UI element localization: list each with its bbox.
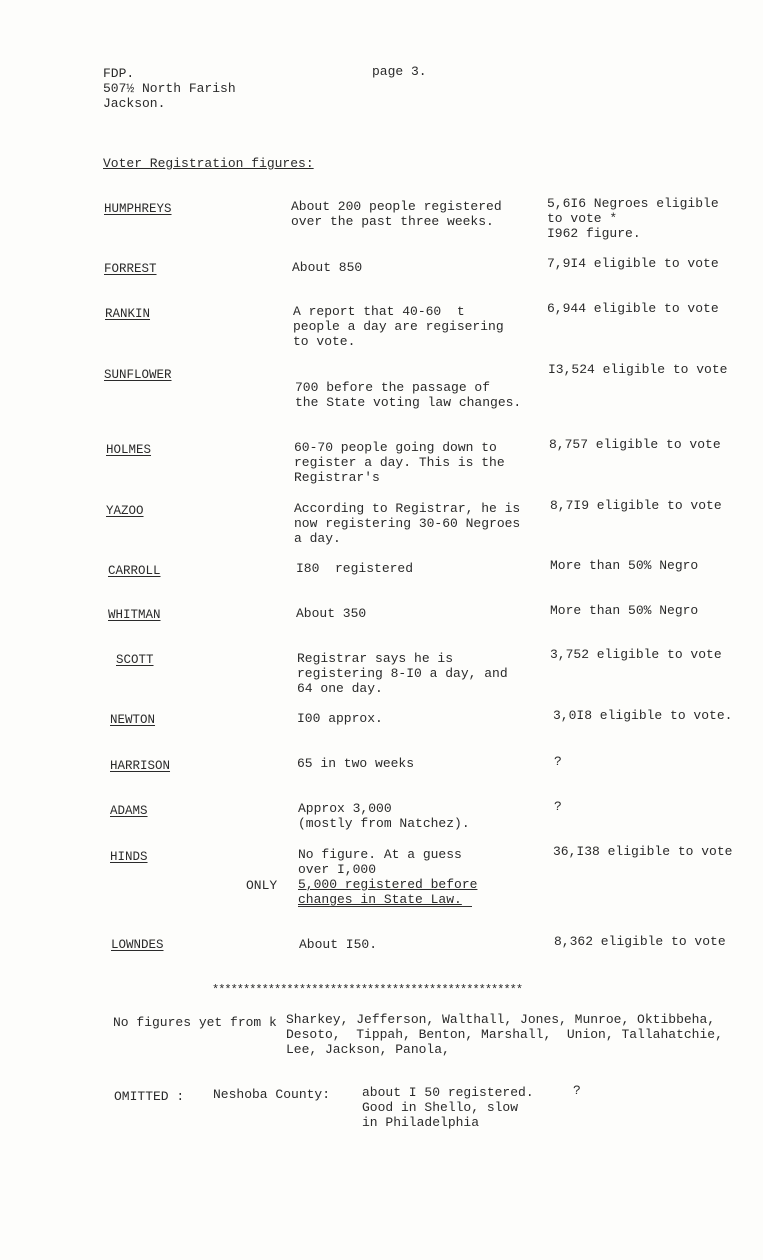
county-report: I00 approx.: [297, 711, 383, 726]
only-label: ONLY: [246, 878, 278, 893]
county-name: HOLMES: [106, 443, 152, 457]
omitted-label: OMITTED :: [114, 1089, 185, 1104]
county-eligible: 36,I38 eligible to vote: [553, 844, 733, 859]
county-name: LOWNDES: [111, 938, 164, 952]
omitted-eligible: ?: [573, 1083, 581, 1098]
county-name: HUMPHREYS: [104, 202, 172, 216]
omitted-report: about I 50 registered. Good in Shello, slow in Philadelphia: [362, 1085, 534, 1130]
page-number: page 3.: [372, 64, 427, 79]
hinds-registered-before: 5,000 registered before changes in State Law.: [298, 877, 478, 907]
county-eligible: 8,7I9 eligible to vote: [550, 498, 722, 513]
address-line-2: Jackson.: [103, 96, 166, 111]
county-name: HINDS: [110, 850, 148, 864]
hinds-rule: [298, 906, 472, 907]
county-report: About 350: [296, 606, 367, 621]
county-eligible: 8,362 eligible to vote: [554, 934, 726, 949]
address-line-1: 507½ North Farish: [103, 81, 236, 96]
county-report: About 850: [292, 260, 363, 275]
county-eligible: ?: [554, 799, 562, 814]
county-eligible: 7,9I4 eligible to vote: [547, 256, 719, 271]
county-name: CARROLL: [108, 564, 161, 578]
county-report: No figure. At a guess over I,000: [298, 847, 462, 877]
omitted-county: Neshoba County:: [213, 1087, 331, 1102]
county-eligible: 6,944 eligible to vote: [547, 301, 719, 316]
county-name: FORREST: [104, 262, 157, 276]
county-eligible: 5,6I6 Negroes eligible to vote * I962 figure.: [547, 196, 719, 241]
county-eligible: More than 50% Negro: [550, 603, 699, 618]
county-report: I80 registered: [296, 561, 414, 576]
section-title: Voter Registration figures:: [103, 156, 314, 171]
county-report: About 200 people registered over the past three weeks.: [291, 199, 502, 229]
separator: **************************************************: [212, 983, 523, 997]
county-eligible: 8,757 eligible to vote: [549, 437, 721, 452]
county-eligible: ?: [554, 754, 562, 769]
county-name: HARRISON: [110, 759, 171, 773]
county-eligible: More than 50% Negro: [550, 558, 699, 573]
no-figures-counties: Sharkey, Jefferson, Walthall, Jones, Munroe, Oktibbeha, Desoto, Tippah, Benton, Marshall, Union, Tallahatchie, Lee, Jackson, Panola,: [286, 1012, 723, 1057]
county-report: According to Registrar, he is now registering 30-60 Negroes a day.: [294, 501, 521, 546]
county-name: NEWTON: [110, 713, 156, 727]
county-name: WHITMAN: [108, 608, 161, 622]
county-report: 65 in two weeks: [297, 756, 415, 771]
county-name: RANKIN: [105, 307, 151, 321]
county-name: YAZOO: [106, 504, 144, 518]
county-report: Approx 3,000 (mostly from Natchez).: [298, 801, 470, 831]
no-figures-label: No figures yet from k: [113, 1015, 277, 1030]
org-name: FDP.: [103, 66, 135, 81]
county-report: 700 before the passage of the State voting law changes.: [295, 380, 522, 410]
county-report: A report that 40-60 t people a day are regisering to vote.: [293, 304, 504, 349]
county-name: SUNFLOWER: [104, 368, 172, 382]
county-name: ADAMS: [110, 804, 148, 818]
county-report: 60-70 people going down to register a day. This is the Registrar's: [294, 440, 505, 485]
county-eligible: 3,0I8 eligible to vote.: [553, 708, 733, 723]
county-report: About I50.: [299, 937, 378, 952]
county-name: SCOTT: [116, 653, 154, 667]
county-eligible: I3,524 eligible to vote: [548, 362, 728, 377]
county-eligible: 3,752 eligible to vote: [550, 647, 722, 662]
county-report: Registrar says he is registering 8-I0 a day, and 64 one day.: [297, 651, 508, 696]
